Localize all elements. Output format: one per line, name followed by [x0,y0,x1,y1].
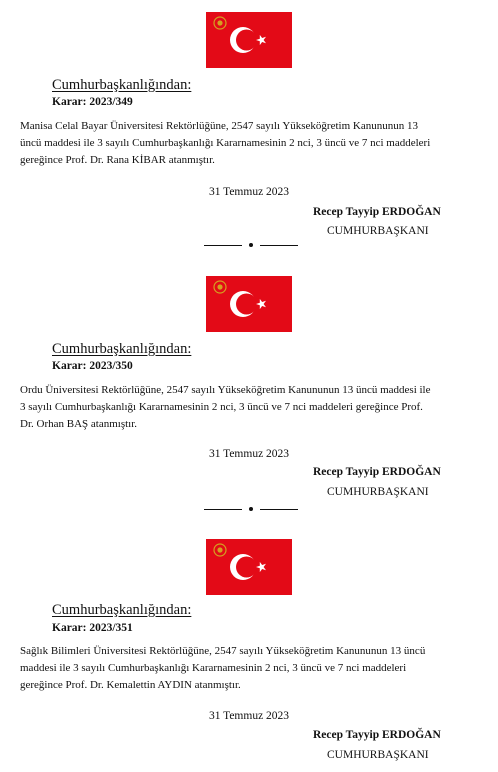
body-line: Dr. Orhan BAŞ atanmıştır. [20,418,138,430]
separator-bullet-icon [204,504,298,514]
decision-number: Karar: 2023/350 [52,360,133,372]
body-line: gereğince Prof. Dr. Kemalettin AYDIN atanmıştır. [20,679,241,691]
signer-office: CUMHURBAŞKANI [327,225,429,237]
decision-date: 31 Temmuz 2023 [208,710,290,722]
issuer-heading: Cumhurbaşkanlığından: [52,77,192,93]
decision-date: 31 Temmuz 2023 [208,186,290,198]
separator-bullet-icon [204,240,298,250]
decision-number: Karar: 2023/349 [52,96,133,108]
signer-name: Recep Tayyip ERDOĞAN [313,466,441,478]
turkish-flag-icon [206,12,292,68]
decision-body [20,382,490,433]
issuer-heading: Cumhurbaşkanlığından: [52,602,192,618]
issuer-heading: Cumhurbaşkanlığından: [52,341,192,357]
turkish-flag-icon [206,276,292,332]
body-line: maddesi ile 3 sayılı Cumhurbaşkanlığı Kararnamesinin 2 nci, 3 üncü ve 7 nci maddeleri [20,662,407,674]
body-line: üncü maddesi ile 3 sayılı Cumhurbaşkanlığı Kararnamesinin 2 nci, 3 üncü ve 7 nci maddeleri [20,137,431,149]
body-line: gereğince Prof. Dr. Rana KİBAR atanmıştır. [20,154,215,166]
decision-number: Karar: 2023/351 [52,622,133,634]
turkish-flag-icon [206,539,292,595]
signer-name: Recep Tayyip ERDOĞAN [313,729,441,741]
body-line: Manisa Celal Bayar Üniversitesi Rektörlüğüne, 2547 sayılı Yükseköğretim Kanununun 13 [20,120,418,132]
body-line: Ordu Üniversitesi Rektörlüğüne, 2547 sayılı Yükseköğretim Kanununun 13 üncü maddesi ile [20,384,431,396]
decision-body [20,643,490,694]
signer-office: CUMHURBAŞKANI [327,749,429,761]
signer-office: CUMHURBAŞKANI [327,486,429,498]
decision-date: 31 Temmuz 2023 [208,448,290,460]
decision-body [20,118,490,169]
body-line: 3 sayılı Cumhurbaşkanlığı Kararnamesinin 2 nci, 3 üncü ve 7 nci maddeleri gereğince Prof. [20,401,423,413]
signer-name: Recep Tayyip ERDOĞAN [313,206,441,218]
body-line: Sağlık Bilimleri Üniversitesi Rektörlüğüne, 2547 sayılı Yükseköğretim Kanununun 13 üncü [20,645,426,657]
